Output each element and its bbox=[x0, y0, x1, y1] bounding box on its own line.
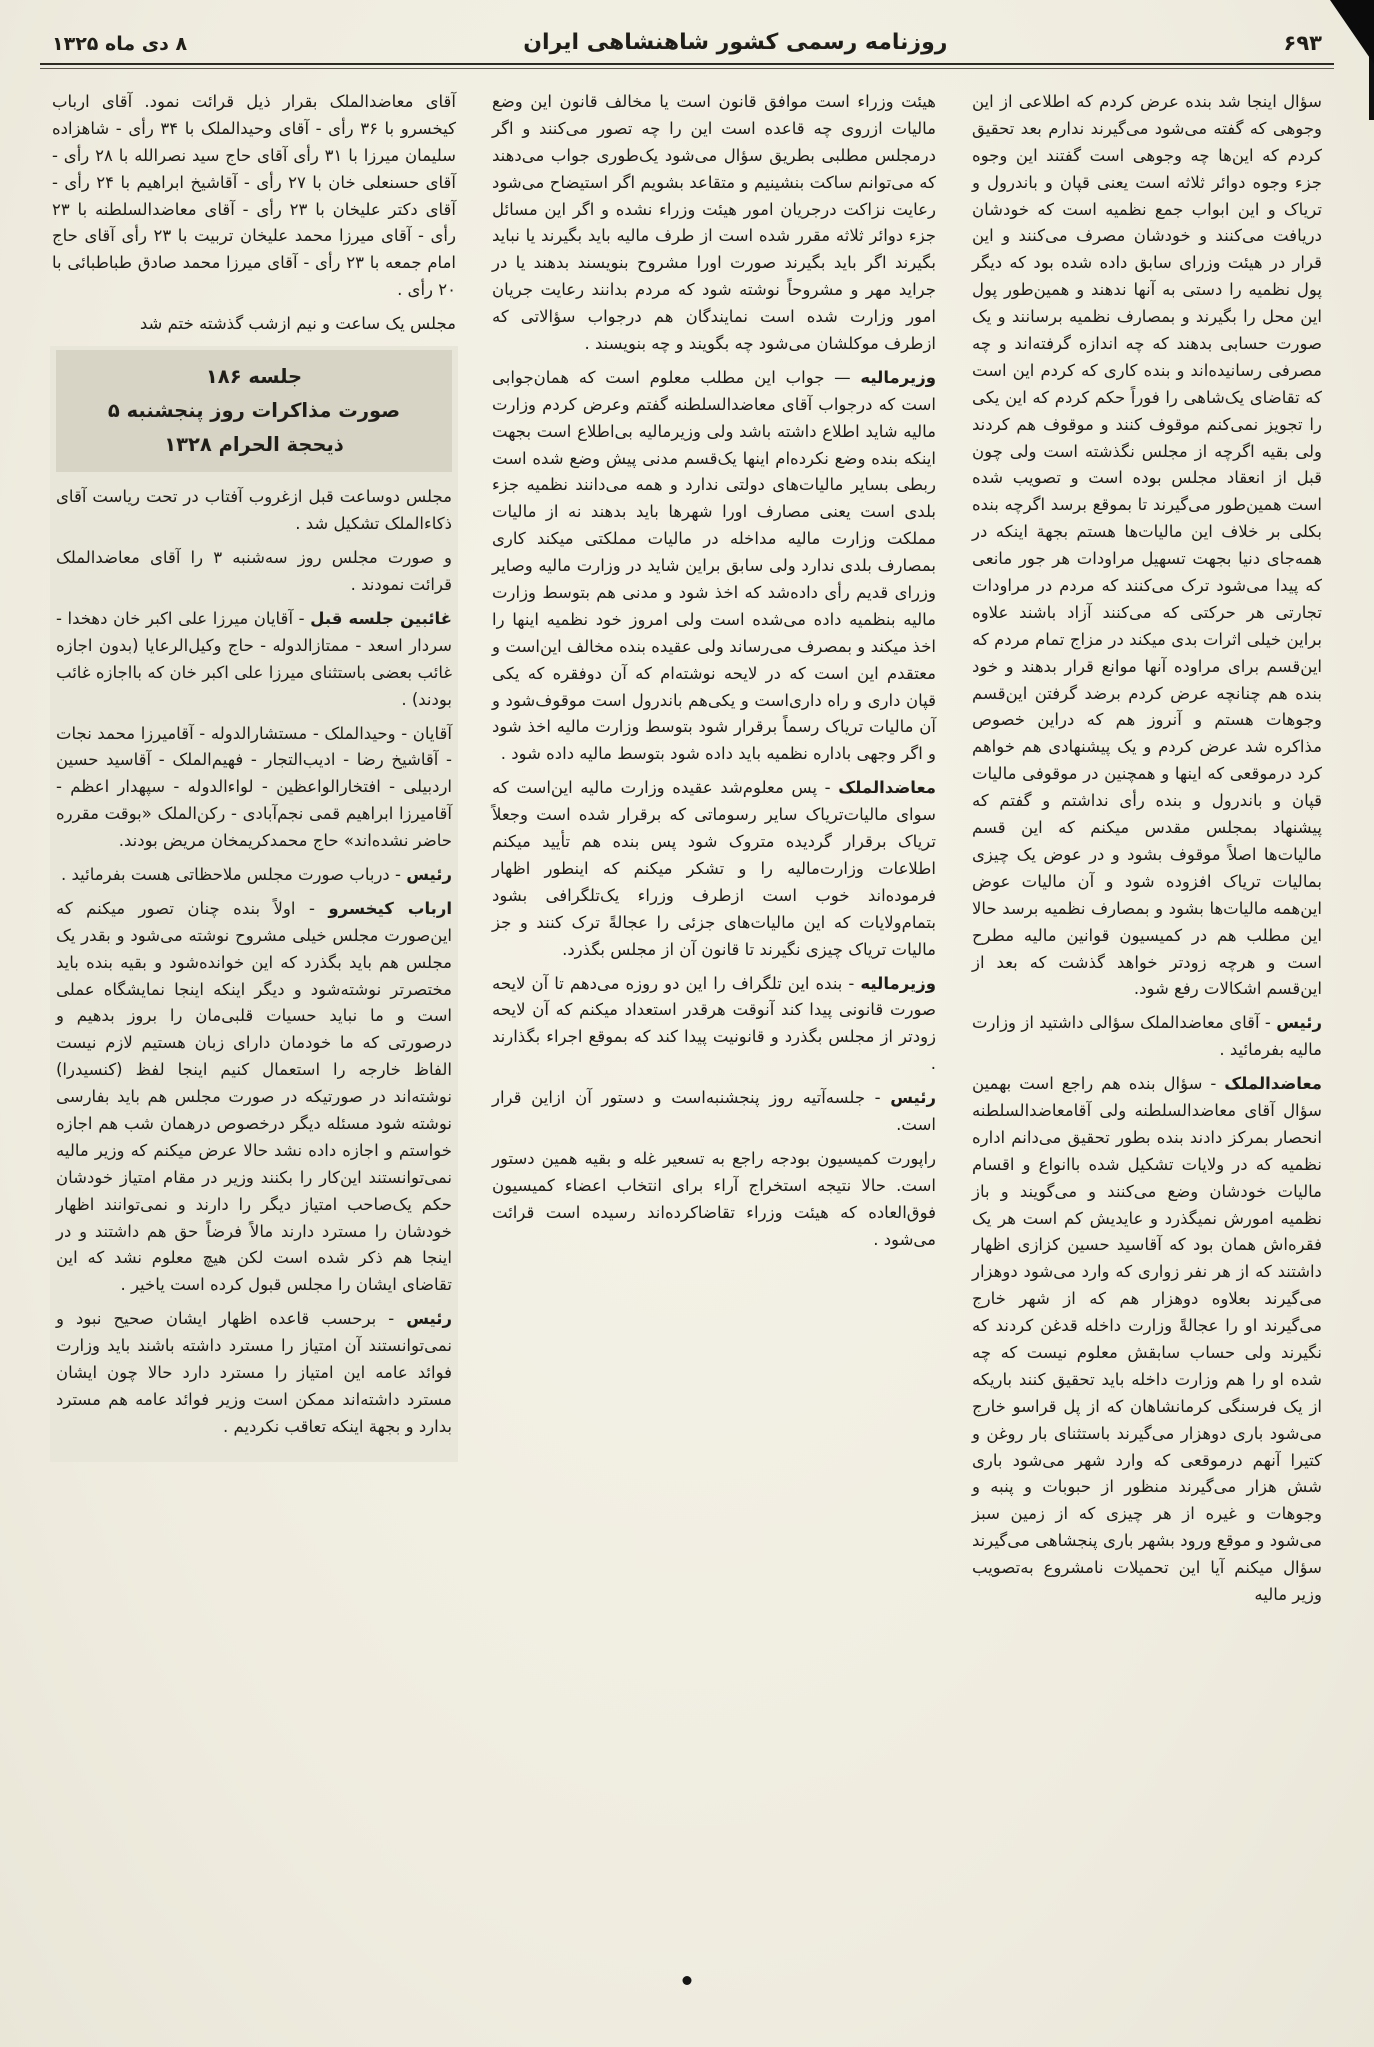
paragraph bbox=[492, 89, 936, 358]
speaker-name: رئیس bbox=[890, 1088, 936, 1108]
paragraph-text: آقای معاضدالملک بقرار ذیل قرائت نمود. آقای ارباب کیخسرو با ۳۶ رأی - آقای وحیدالملک با ۳۴ رأی - شاهزاده سلیمان میرزا با ۳۱ رأی آقای حاج سید نصرالله با ۲۸ رأی - آقای حسنعلی خان با ۲۷ رأی - آقاشیخ ابراهیم با ۲۴ رأی - آقای دکتر علیخان با ۲۳ رأی - آقای معاضدالسلطنه با ۲۳ رأی - آقای میرزا محمد علیخان تربیت با ۲۳ رأی آقای حاج امام جمعه با ۲۳ رأی - آقای میرزا محمد صادق طباطبائی با ۲۰ رأی . bbox=[52, 92, 457, 300]
column-middle bbox=[492, 89, 936, 1260]
footer-ornament-dot bbox=[683, 1976, 692, 1985]
speaker-name: رئیس bbox=[1276, 1013, 1322, 1033]
paragraph bbox=[56, 484, 452, 538]
paragraph bbox=[972, 89, 1322, 1003]
paragraph bbox=[492, 971, 936, 1079]
paragraph-text: — جواب این مطلب معلوم است که همان‌جوابی است که درجواب آقای معاضدالسلطنه گفتم وعرض کردم وزارت مالیه شاید اطلاع داشته باشد ولی وزیرمالیه بی‌اطلاع است بجهت اینکه بنده وضع نکرده‌ام اینها یک‌قسم مدنی پیش وضع شده است ربطی بسایر مالیات‌های دولتی ندارد و همه می‌دانند نظمیه جزء بلدی است یعنی مصارف اورا شهرها باید بدهند نه از مالیات مملکت وزارت مالیه مداخله در مالیات مملکتی میکند کاری بمصارف بلدی ندارد ولی سابق براین شاید در وزارت مالیه وصایر وزرای قدیم رأی داده‌شد که اخذ شود و مدنی هم بتوسط وزارت مالیه بنظمیه داده می‌شده است ولی امروز خود نظمیه اینها را اخذ میکند و بمصرف می‌رساند ولی عقیده بنده مخالف این‌است و معتقدم این است که در لایحه نوشته‌ام که آن دوفقره که یکی قپان داری و راه داری‌است و یکی‌هم باندرول است موقوف‌شود و آن مالیات تریاک رسماً برقرار شود بتوسط وزارت مالیه اخذ شود و اگر وجهی باداره نظمیه باید داده شود بتوسط مالیه داده شود . bbox=[492, 367, 936, 764]
column-left bbox=[52, 89, 456, 1460]
speaker-name: وزیرمالیه bbox=[860, 367, 936, 387]
paragraph-text: هیئت وزراء است موافق قانون است یا مخالف قانون این وضع مالیات ازروی چه قاعده است این را چه تصور می‌کنند و اگر درمجلس مطلبی بطریق سؤال می‌شود یک‌طوری جواب می‌دهند که می‌توانم ساکت بنشینیم و متقاعد بشویم اگر استیضاح می‌شود رعایت نزاکت درجریان امور هیئت وزراء نشده و اگر این مسائل جزء دوائر ثلاثه مقرر شده است از طرف مالیه باید بگیرند یا نباید بگیرند اگر باید بگیرند صورت اورا مشروح بنویسند بدهند یا در جراید مهر و مشروحاً نوشته شود که مردم بدانند رعایت جریان امور وزارت شده است نمایندگان هم درجواب سؤالاتی که ازطرف موکلشان می‌شود چه بگویند و چه بنویسند . bbox=[492, 92, 936, 354]
paragraph-text: - آقایان میرزا علی اکبر خان دهخدا - سردار اسعد - ممتازالدوله - حاج وکیل‌الرعایا (بدون اجازه غائب بعضی باستثنای میرزا علی اکبر خان که بااجازه غائب بودند) . bbox=[56, 608, 452, 709]
paragraph bbox=[56, 545, 452, 599]
masthead-rule bbox=[40, 63, 1334, 65]
text-columns bbox=[0, 69, 1374, 1616]
session-heading bbox=[56, 350, 452, 472]
paragraph-text: سؤال اینجا شد بنده عرض کردم که اطلاعی از این وجوهی که گفته می‌شود می‌گیرند ندارم بعد تحقیق کردم که این‌ها چه وجوهی است گفتند این وجوه جزء وجوه دوائر ثلاثه است یعنی قپان و باندرول و تریاک و این ابواب جمع نظمیه است که خودشان دریافت می‌کنند و خودشان مصرف می‌کنند و این قرار در هیئت وزرای سابق داده شده بود که دیگر پول نظمیه را دستی به آنها ندهند و همین‌طور پول این محل را بگیرند و بمصارف نظمیه برسانند و یک صورت حسابی بدهند که چه اندازه گرفته‌اند و چه مصرفی رسانیده‌اند و بنده کاری که کردم این است که تقاضای یک‌شاهی را فوراً حکم کردم که این یکی را تجویز نمی‌کنم موقوف کنند و موقوف هم کردند ولی بقیه اگرچه از مجلس نگذشته است ولی چون قبل از انعقاد مجلس بوده است و تصویب شده است همین‌طور می‌گیرند تا بموقع برسد اگرچه بنده بکلی بر خلاف این مالیات‌ها هستم بجهة اینکه در همه‌جای دنیا بجهت تسهیل مراودات هر جور مانعی که پیدا می‌شود ترک می‌کنند که مردم در مراودات تجارتی هر حرکتی که می‌کنند آزاد باشند علاوه براین خیلی اثرات بدی میکند در مزاج تمام مردم که این‌قسم برای مراوده آنها موانع قرار بدهند و خود بنده هم چنانچه عرض کردم برضد گرفتن این‌قسم وجوهات هستم و آنروز هم که دراین خصوص مذاکره شد عرض کردم و یک پیشنهادی هم خواهم کرد درموقعی که اینها و همچنین در موقوفی مالیات قپان و باندرول و بنده رأی نداشتم و گفتم که پیشنهاد بمجلس مقدس میکنم که این قسم مالیات‌ها اصلاً موقوف بشود و در عوض یک چیزی بمالیات تریاک افزوده شود و آن مالیات عوض این‌همه مالیات‌ها بشود و بمصارف نظمیه برسد حالا این مطلب هم در کمیسیون قوانین مالیه مطرح است و هرچه زودتر خواهد گذشت که بعد از این‌قسم اشکالات رفع شود. bbox=[972, 92, 1322, 999]
paragraph bbox=[56, 896, 452, 1299]
page-number: ۶۹۳ bbox=[1283, 31, 1322, 55]
paragraph-text: - بنده این تلگراف را این دو روزه می‌دهم تا آن لایحه صورت قانونی پیدا کند آنوقت هرقدر استعداد میکنم که آن لایحه زودتر از مجلس بگذرد و قانونیت پیدا کند که بموقع اجراء بگذارند . bbox=[492, 973, 936, 1074]
gazette-title: روزنامه رسمی کشور شاهنشاهی ایران bbox=[523, 30, 948, 55]
paragraph-text: - آقای معاضدالملک سؤالی داشتید از وزارت مالیه بفرمائید . bbox=[972, 1013, 1322, 1060]
paragraph bbox=[52, 89, 456, 304]
page-corner-mark bbox=[1330, 0, 1374, 64]
paragraph bbox=[56, 721, 452, 855]
paragraph bbox=[492, 1146, 936, 1254]
paragraph bbox=[492, 365, 936, 768]
paragraph bbox=[972, 1071, 1322, 1609]
session-section bbox=[52, 348, 456, 1460]
paragraph-text: راپورت کمیسیون بودجه راجع به تسعیر غله و بقیه همین دستور است. حالا نتیجه استخراج آراء برای انتخاب اعضاء کمیسیون فوق‌العاده که هیئت وزراء تقاضاکرده‌اند رسیده است قرائت می‌شود . bbox=[492, 1148, 936, 1249]
masthead bbox=[0, 0, 1374, 63]
issue-date: ۸ دی ماه ۱۳۲۵ bbox=[52, 33, 188, 55]
speaker-name: ارباب کیخسرو bbox=[328, 898, 452, 918]
paragraph-text: آقایان - وحیدالملک - مستشارالدوله - آقامیرزا محمد نجات - آقاشیخ رضا - ادیب‌التجار - فهیم‌الملک - آقاسید حسین اردبیلی - افتخارالواعظین - لواءالدوله - سپهدار اعظم - آقامیرزا ابراهیم قمی نجم‌آبادی - رکن‌الملک «بوقت مقرره حاضر نشده‌اند» حاج محمدکریمخان مریض بودند. bbox=[56, 723, 452, 851]
paragraph-text: - برحسب قاعده اظهار ایشان صحیح نبود و نمی‌توانستند آن امتیاز را مسترد داشته باشند باید وزارت فوائد عامه این امتیاز را مسترد دارد حالا چون ایشان مسترد داشته‌اند ممکن است وزیر فوائد عامه هم مسترد بدارد و بجهة اینکه تعاقب نکردیم . bbox=[56, 1309, 452, 1436]
paragraph-text: - درباب صورت مجلس ملاحظاتی هست بفرمائید . bbox=[61, 864, 401, 884]
speaker-name: رئیس bbox=[406, 1309, 452, 1329]
speaker-name: رئیس bbox=[406, 864, 452, 884]
paragraph-text: و صورت مجلس روز سه‌شنبه ۳ را آقای معاضدالملک قرائت نمودند . bbox=[56, 548, 452, 595]
paragraph bbox=[492, 775, 936, 963]
paragraph-text: مجلس یک ساعت و نیم ازشب گذشته ختم شد bbox=[139, 314, 456, 334]
session-title: صورت مذاکرات روز پنجشنبه ۵ bbox=[107, 399, 401, 423]
speaker-name: معاضدالملک bbox=[1224, 1074, 1323, 1094]
column-right bbox=[972, 89, 1322, 1616]
paragraph bbox=[972, 1010, 1322, 1064]
paragraph-text: - جلسه‌آتیه روز پنجشنبه‌است و دستور آن ازاین قرار است. bbox=[492, 1088, 936, 1134]
session-date: ذیحجة الحرام ۱۳۲۸ bbox=[164, 433, 344, 457]
paragraph bbox=[56, 606, 452, 714]
speaker-name: معاضدالملک bbox=[838, 778, 936, 798]
paragraph-text: - اولاً بنده چنان تصور میکنم که این‌صورت مجلس خیلی مشروح نوشته می‌شود و بقدر یک مجلس هم باید بگذرد که این خوانده‌شود و بقیه بنده باید مختصرتر نوشته‌شود و دیگر اینکه اینجا نمایشگاه عملی است و ما نباید حسیات قلبی‌مان را بروز بدهیم و درصورتی که ما خودمان دارای زبان هستیم لازم نیست الفاظ خارجه را استعمال کنیم اینجا لفظ (کنسیدرا) نوشته‌اند در صورتیکه در صورت مجلس هم باید بفارسی نوشته شود مسئله دیگر درخصوص درهمان شب هم اجازه خواستم و اجازه داده نشد حالا عرض میکنم که وزیر مالیه نمی‌توانستند این‌کار را بکنند وزیر در مقام امتیاز خودشان حکم یک‌صاحب امتیاز دیگر را دارند و نمی‌توانند اظهار خودشان را مسترد دارند مالاً فرضاً حق هم داشتند و در اینجا هم ذکر شده است لکن هیچ معلوم نشد که این تقاضای ایشان را مجلس قبول کرده است یاخیر . bbox=[56, 898, 452, 1295]
speaker-name: وزیرمالیه bbox=[860, 973, 936, 993]
paragraph bbox=[56, 862, 452, 889]
paragraph bbox=[56, 1306, 452, 1440]
session-number: جلسه ۱۸۶ bbox=[205, 365, 303, 389]
session-end-note bbox=[52, 311, 456, 338]
paragraph-text: - پس معلوم‌شد عقیده وزارت مالیه این‌است که سوای مالیات‌تریاک سایر رسوماتی که برقرار شده است وجعلاً تریاک برقرار گردیده متروک شود پس بنده هم تأیید میکنم اطلاعات وزارت‌مالیه را و تشکر میکنم که اینطور اظهار فرموده‌اند خوب است ازطرف وزراء یک‌تلگرافی بشود بتمام‌ولایات که این مالیات‌های جزئی را عجالةً ترک کنند و جز مالیات تریاک چیزی نگیرند تا قانون آن از مجلس بگذرد. bbox=[492, 778, 936, 959]
paragraph bbox=[492, 1085, 936, 1139]
speaker-name: غائبین جلسه قبل bbox=[310, 608, 453, 628]
paragraph-text: مجلس دوساعت قبل ازغروب آفتاب در تحت ریاست آقای ذکاءالملک تشکیل شد . bbox=[56, 487, 452, 534]
paragraph-text: - سؤال بنده هم راجع است بهمین سؤال آقای معاضدالسلطنه ولی آقامعاضدالسلطنه انحصار بمرکز دادند بنده بطور تحقیق می‌دانم اداره نظمیه که در ولایات تشکیل شده باانواع و اقسام مالیات خودشان وضع می‌کنند و می‌گویند و باز نظمیه امورش نمیگذرد و عایدیش کم است هر یک فقره‌اش همان بود که آقاسید حسین کزازی اظهار داشتند که از هر نفر زواری که وارد می‌شود دوهزار می‌گیرند بعلاوه دوهزار هم که از شهر خارج می‌گیرند او را عجالةً وزارت داخله قدغن کردند که نگیرند ولی حساب سابقش معلوم نیست که چه شده او را هم وزارت داخله باید تحقیق کنند باریکه از یک فرسنگی کرمانشاهان که از پل قراسو خارج می‌شود باری دوهزار می‌گیرند باستثنای بار روغن و کتیرا آنهم درموقعی که وارد شهر می‌شود باری شش هزار می‌گیرند منظور از حبوبات و پنبه و وجوهات و غیره از هر چیزی که از زمین سبز می‌شود و موقع ورود بشهر باری پنجشاهی می‌گیرند سؤال میکنم آیا این تحمیلات نامشروع به‌تصویب وزیر مالیه bbox=[972, 1074, 1322, 1604]
